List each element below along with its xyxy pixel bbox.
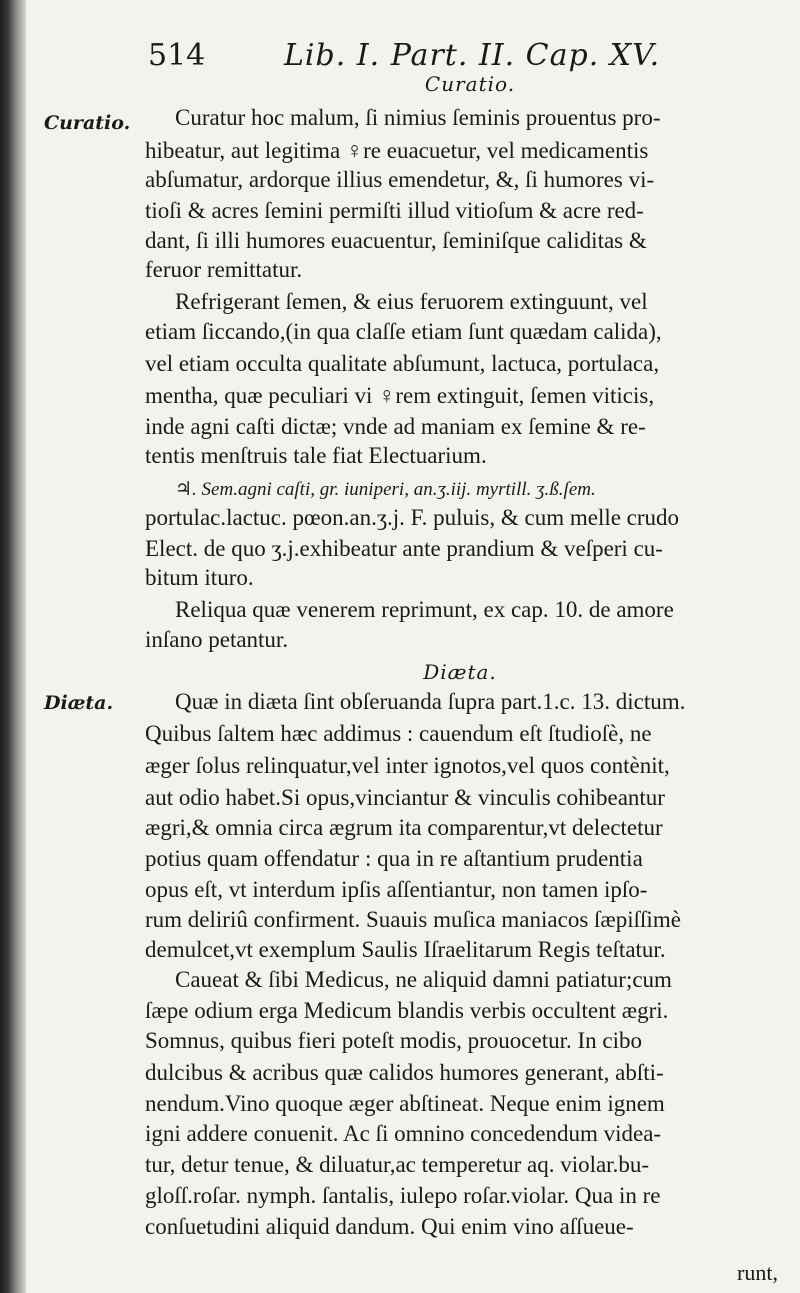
recipe-line: portulac.lactuc. pœon.an.ʒ.j. F. puluis, & cum melle crudo (145, 505, 680, 530)
text-line: Reliqua quæ venerem reprimunt, ex cap. 10. de amore (175, 597, 674, 622)
text-line: etiam ſiccando,(in qua claſſe etiam ſunt quædam calida), (145, 319, 662, 344)
text-line: feruor remittatur. (145, 257, 303, 282)
text-line: abſumatur, ardorque illius emendetur, &, ſi humores vi- (145, 167, 655, 192)
text-line: opus eſt, vt interdum ipſis aſſentiantur, non tamen ipſo- (145, 877, 648, 902)
text-line: rum deliriû confirment. Suauis muſica maniacos ſæpiſſimè (145, 907, 681, 932)
text-line: Refrigerant ſemen, & eius feruorem extinguunt, vel (175, 289, 648, 314)
margin-note-curatio: Curatio. (44, 112, 131, 134)
text-line: vel etiam occulta qualitate abſumunt, lactuca, portulaca, (145, 351, 660, 376)
page-gutter-shadow (0, 0, 26, 1293)
text-line: Quæ in diæta ſint obſeruanda ſupra part.1.c. 13. dictum. (175, 689, 686, 714)
text-line: Quibus ſaltem hæc addimus : cauendum eſt ſtudioſè, ne (145, 721, 652, 746)
text-line: æger ſolus relinquatur,vel inter ignotos,vel quos contènit, (145, 753, 670, 778)
text-line: Somnus, quibus fieri poteſt modis, prouocetur. In cibo (145, 1028, 643, 1053)
text-line: aut odio habet.Si opus,vinciantur & vinculis cohibeantur (145, 785, 665, 810)
text-line: tioſi & acres ſemini permiſti illud vitioſum & acre red- (145, 198, 644, 223)
text-line: tentis menſtruis tale fiat Electuarium. (145, 443, 487, 468)
running-title: Lib. I. Part. II. Cap. XV. (284, 38, 661, 73)
text-line: conſuetudini aliquid dandum. Qui enim vino aſſueue- (145, 1214, 634, 1239)
margin-note-diaeta: Diæta. (44, 692, 114, 714)
text-line: potius quam offendatur : qua in re aſtantium prudentia (145, 846, 643, 871)
text-line: ægri,& omnia circa ægrum ita comparentur,vt delectetur (145, 815, 663, 840)
text-line: dulcibus & acribus quæ calidos humores generant, abſti- (145, 1060, 664, 1085)
text-line: Caueat & ſibi Medicus, ne aliquid damni patiatur;cum (175, 967, 672, 992)
text-line: nendum.Vino quoque æger abſtineat. Neque enim ignem (145, 1091, 665, 1116)
text-line: gloſſ.roſar. nymph. ſantalis, iulepo roſar.violar. Qua in re (145, 1183, 661, 1208)
catchword: runt, (737, 1260, 778, 1285)
text-line: tur, detur tenue, & diluatur,ac temperetur aq. violar.bu- (145, 1152, 649, 1177)
text-line: bitum ituro. (145, 565, 254, 590)
text-line: Curatur hoc malum, ſi nimius ſeminis prouentus pro- (175, 105, 661, 130)
text-line: igni addere conuenit. Ac ſi omnino concedendum videa- (145, 1121, 662, 1146)
text-line: hibeatur, aut legitima ♀re euacuetur, vel medicamentis (145, 138, 649, 163)
recipe-line: ♃. Sem.agni caſti, gr. iuniperi, an.ʒ.iij. myrtill. ʒ.ß.ſem. (175, 479, 596, 500)
section-heading-curatio: Curatio. (424, 72, 516, 96)
text-line: dant, ſi illi humores euacuentur, ſeminiſque caliditas & (145, 228, 647, 253)
text-line: mentha, quæ peculiari vi ♀rem extinguit, ſemen viticis, (145, 383, 655, 408)
page-number: 514 (148, 38, 206, 73)
text-line: demulcet,vt exemplum Saulis Iſraelitarum Regis teſtatur. (145, 937, 666, 962)
text-line: Elect. de quo ʒ.j.exhibeatur ante prandium & veſperi cu- (145, 536, 663, 561)
section-heading-diaeta: Diæta. (423, 660, 497, 684)
text-line: ſæpe odium erga Medicum blandis verbis occultent ægri. (145, 998, 669, 1023)
text-line: inde agni caſti dictæ; vnde ad maniam ex ſemine & re- (145, 414, 646, 439)
text-line: inſano petantur. (145, 627, 289, 652)
